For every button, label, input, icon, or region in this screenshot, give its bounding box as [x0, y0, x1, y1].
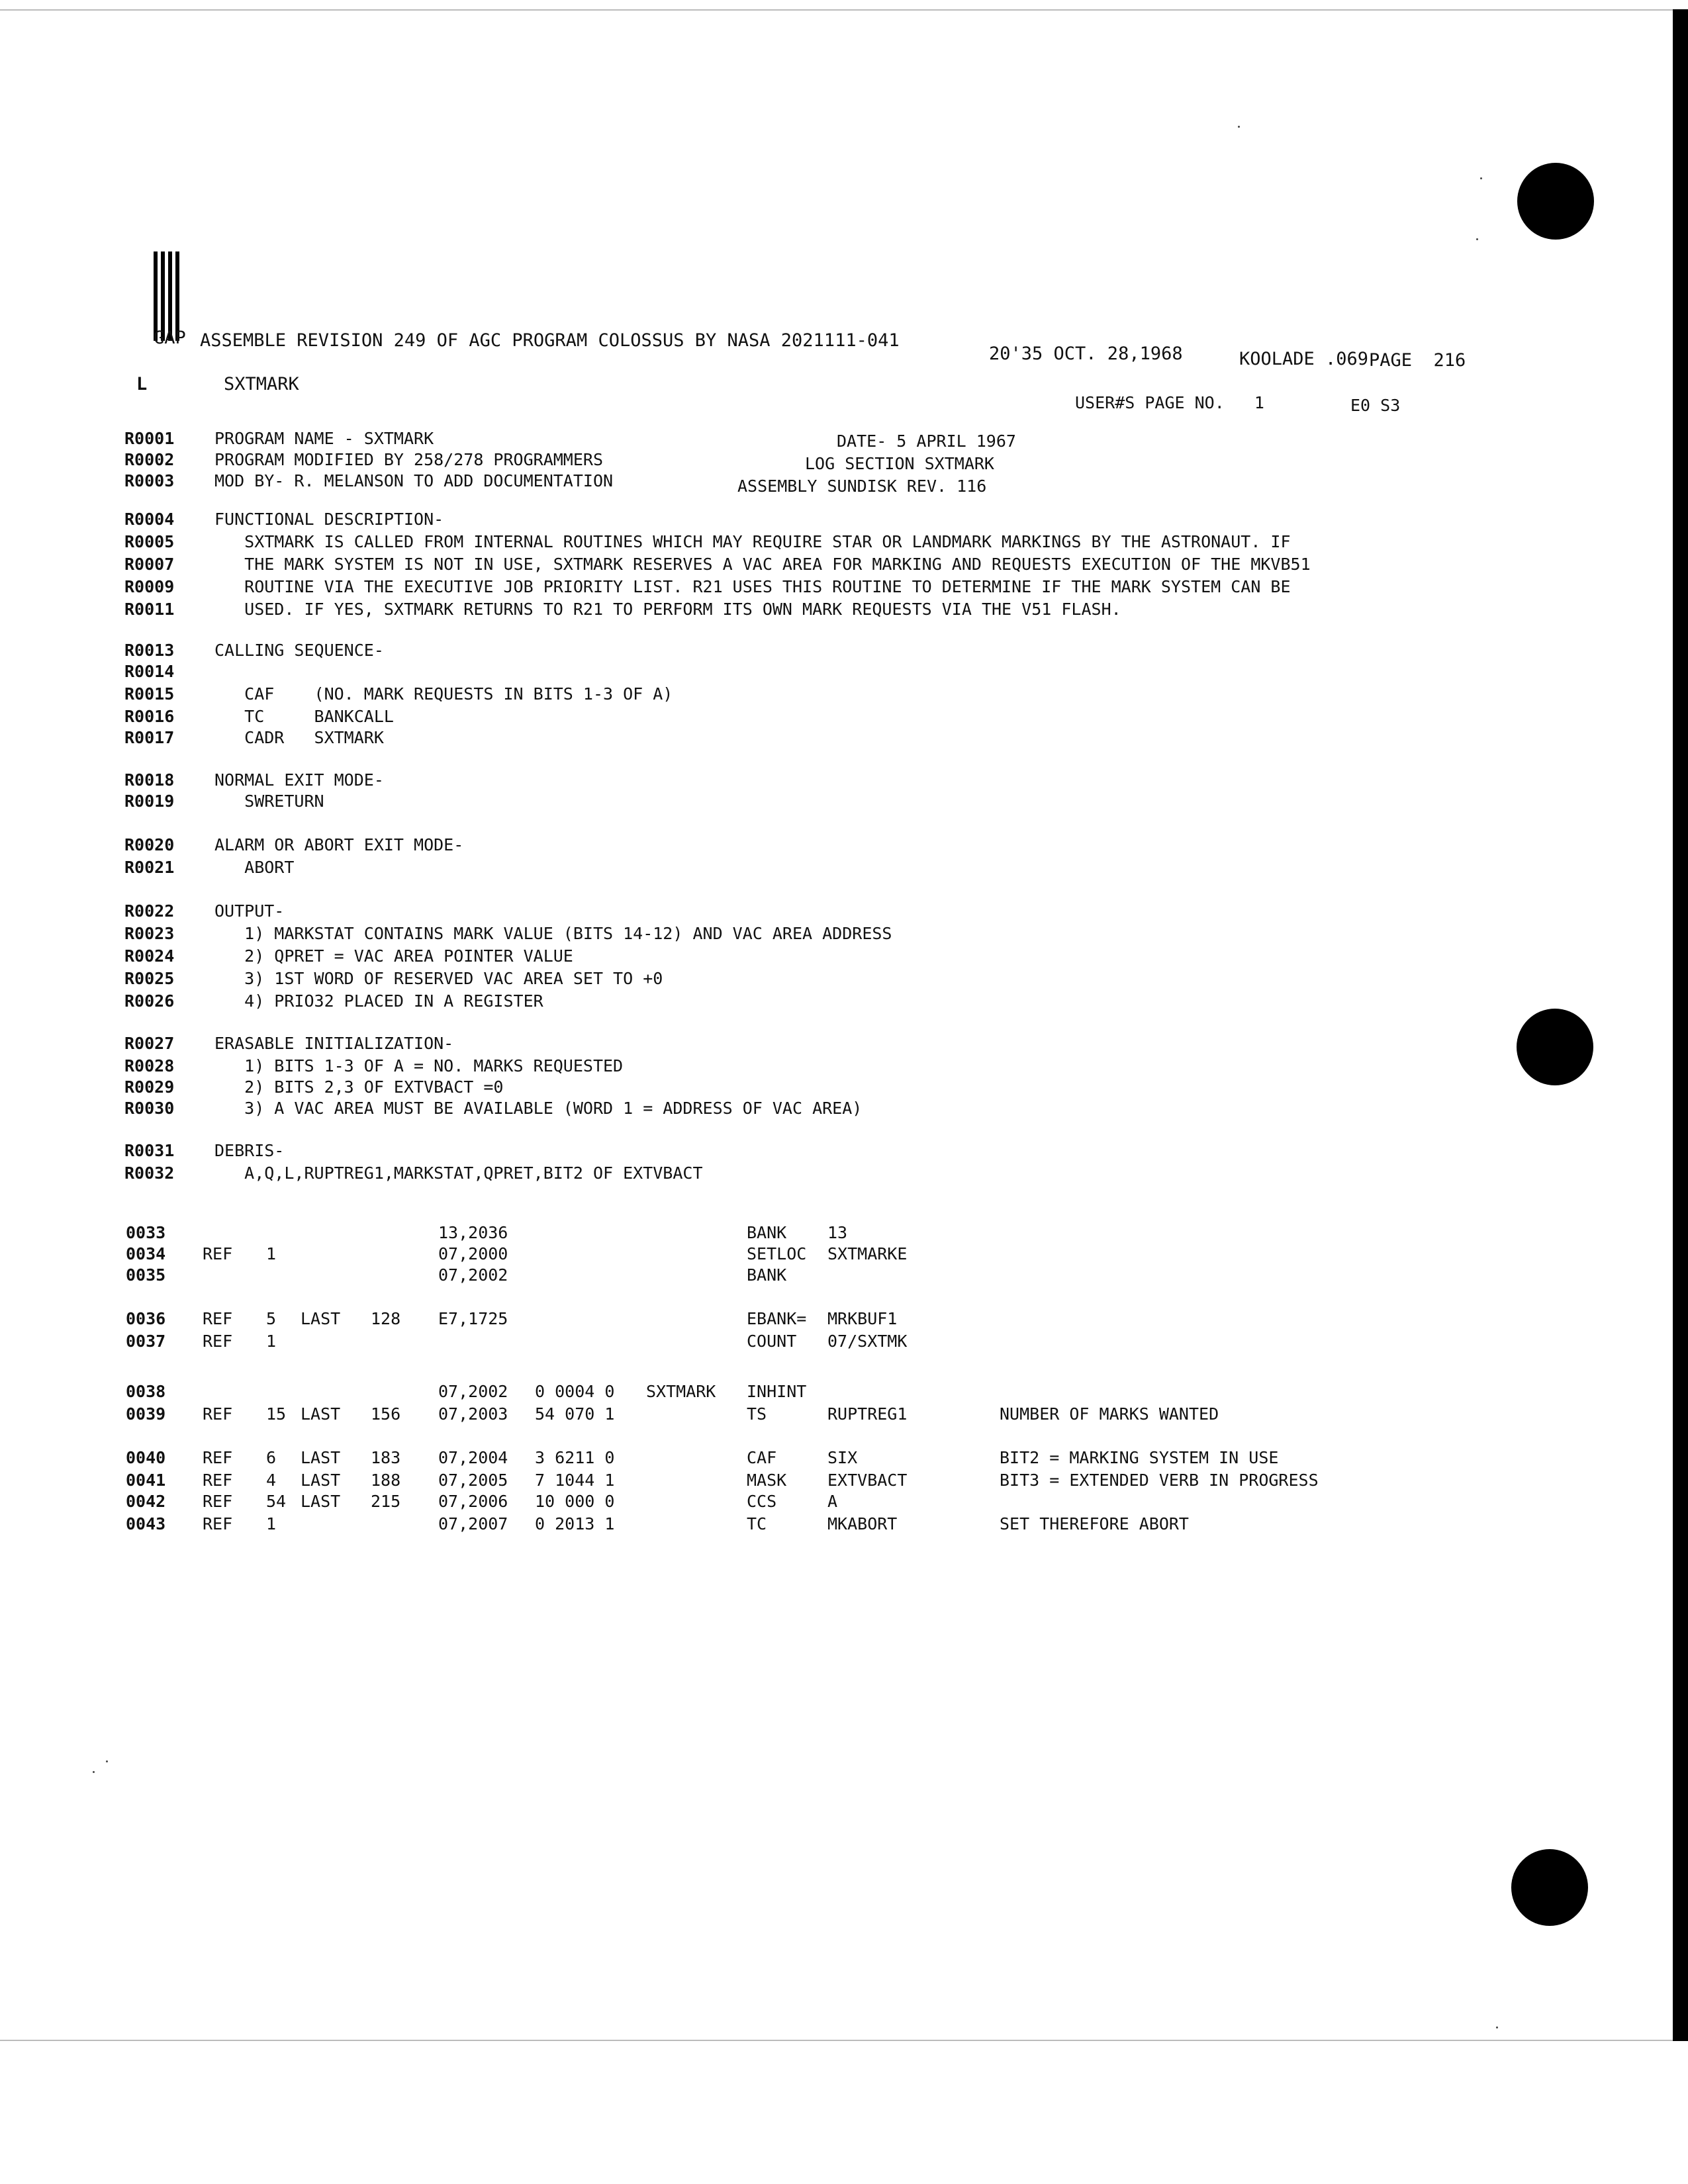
code-label: SXTMARK — [646, 1382, 716, 1401]
line-number: R0020 — [124, 835, 175, 854]
address: E7,1725 — [438, 1309, 508, 1328]
ref-count: 1 — [266, 1514, 277, 1533]
line-number: R0016 — [124, 707, 175, 726]
code-comment: NUMBER OF MARKS WANTED — [1000, 1404, 1219, 1424]
last-page: 188 — [371, 1471, 401, 1490]
line-number: R0001 — [124, 429, 175, 448]
last-page: 128 — [371, 1309, 401, 1328]
description-text: 2) QPRET = VAC AREA POINTER VALUE — [214, 946, 573, 966]
speck — [93, 1771, 95, 1773]
line-number: R0019 — [124, 792, 175, 811]
description-text: OUTPUT- — [214, 901, 285, 921]
address: 07,2005 — [438, 1471, 508, 1490]
description-text: 3) 1ST WORD OF RESERVED VAC AREA SET TO +0 — [214, 969, 663, 988]
description-text: 2) BITS 2,3 OF EXTVBACT =0 — [214, 1077, 504, 1097]
speck — [1476, 238, 1478, 240]
description-text: ALARM OR ABORT EXIT MODE- — [214, 835, 464, 854]
address: 07,2007 — [438, 1514, 508, 1533]
code-comment: BIT2 = MARKING SYSTEM IN USE — [1000, 1448, 1279, 1467]
last-keyword: LAST — [301, 1404, 341, 1424]
code-line-number: 0038 — [126, 1382, 166, 1401]
line-number: R0013 — [124, 641, 175, 660]
address: 07,2002 — [438, 1382, 508, 1401]
opcode: CAF — [747, 1448, 777, 1467]
line-number: R0002 — [124, 450, 175, 469]
description-text: 1) BITS 1-3 OF A = NO. MARKS REQUESTED — [214, 1056, 624, 1075]
description-text: ROUTINE VIA THE EXECUTIVE JOB PRIORITY LIST. R21 USES THIS ROUTINE TO DETERMINE IF THE MARK SYSTEM CAN BE — [214, 577, 1291, 596]
code-line-number: 0036 — [126, 1309, 166, 1328]
speck — [1496, 2026, 1498, 2028]
code-line-number: 0035 — [126, 1265, 166, 1285]
line-number: R0024 — [124, 946, 175, 966]
octal-word: 10 000 0 — [535, 1492, 615, 1511]
eo-code: E0 S3 — [1350, 396, 1401, 415]
code-line-number: 0040 — [126, 1448, 166, 1467]
opcode: INHINT — [747, 1382, 807, 1401]
opcode: MASK — [747, 1471, 787, 1490]
octal-word: 3 6211 0 — [535, 1448, 615, 1467]
last-page: 156 — [371, 1404, 401, 1424]
last-keyword: LAST — [301, 1492, 341, 1511]
description-text: PROGRAM NAME - SXTMARK — [214, 429, 434, 448]
line-number: R0014 — [124, 662, 175, 681]
description-text: THE MARK SYSTEM IS NOT IN USE, SXTMARK RESERVES A VAC AREA FOR MARKING AND REQUESTS EXECUTION OF THE MKVB51 — [214, 555, 1311, 574]
octal-word: 0 0004 0 — [535, 1382, 615, 1401]
date-note: DATE- 5 APRIL 1967 — [837, 432, 1016, 451]
operand: RUPTREG1 — [827, 1404, 908, 1424]
last-keyword: LAST — [301, 1471, 341, 1490]
ref-keyword: REF — [203, 1309, 233, 1328]
scan-top-edge — [0, 9, 1688, 11]
code-line-number: 0041 — [126, 1471, 166, 1490]
description-text: CADR SXTMARK — [214, 728, 384, 747]
ref-count: 1 — [266, 1332, 277, 1351]
ref-keyword: REF — [203, 1471, 233, 1490]
line-number: R0003 — [124, 471, 175, 490]
line-number: R0028 — [124, 1056, 175, 1075]
line-number: R0005 — [124, 532, 175, 551]
line-number: R0009 — [124, 577, 175, 596]
line-number: R0027 — [124, 1034, 175, 1053]
operand: SIX — [827, 1448, 858, 1467]
code-line-number: 0037 — [126, 1332, 166, 1351]
ref-count: 5 — [266, 1309, 277, 1328]
code-line-number: 0034 — [126, 1244, 166, 1263]
line-number: R0015 — [124, 684, 175, 704]
users-page-number: USER#S PAGE NO. 1 — [1075, 393, 1264, 412]
line-number: R0025 — [124, 969, 175, 988]
operand: MKABORT — [827, 1514, 898, 1533]
ref-keyword: REF — [203, 1332, 233, 1351]
code-line-number: 0042 — [126, 1492, 166, 1511]
octal-word: 0 2013 1 — [535, 1514, 615, 1533]
opcode: BANK — [747, 1265, 787, 1285]
description-text: CALLING SEQUENCE- — [214, 641, 384, 660]
document-title: ASSEMBLE REVISION 249 OF AGC PROGRAM COLOSSUS BY NASA 2021111-041 — [200, 330, 900, 351]
timestamp: 20'35 OCT. 28,1968 — [989, 343, 1183, 364]
operand: EXTVBACT — [827, 1471, 908, 1490]
ref-keyword: REF — [203, 1244, 233, 1263]
description-text: CAF (NO. MARK REQUESTS IN BITS 1-3 OF A) — [214, 684, 673, 704]
line-number: R0017 — [124, 728, 175, 747]
code-comment: BIT3 = EXTENDED VERB IN PROGRESS — [1000, 1471, 1319, 1490]
address: 13,2036 — [438, 1223, 508, 1242]
address: 07,2003 — [438, 1404, 508, 1424]
operand: A — [827, 1492, 838, 1511]
operand: SXTMARKE — [827, 1244, 908, 1263]
corner-label: GAP — [154, 328, 186, 348]
opcode: TS — [747, 1404, 767, 1424]
line-number: R0031 — [124, 1141, 175, 1160]
ref-keyword: REF — [203, 1404, 233, 1424]
punch-hole-bottom — [1511, 1849, 1588, 1926]
opcode: SETLOC — [747, 1244, 807, 1263]
description-text: FUNCTIONAL DESCRIPTION- — [214, 510, 444, 529]
ref-keyword: REF — [203, 1448, 233, 1467]
description-text: NORMAL EXIT MODE- — [214, 770, 384, 790]
page-number: PAGE 216 — [1369, 350, 1466, 371]
code-line-number: 0033 — [126, 1223, 166, 1242]
punch-hole-top — [1517, 163, 1594, 240]
line-number: R0030 — [124, 1099, 175, 1118]
line-number: R0018 — [124, 770, 175, 790]
last-keyword: LAST — [301, 1309, 341, 1328]
opcode: BANK — [747, 1223, 787, 1242]
speck — [106, 1760, 108, 1762]
line-number: R0032 — [124, 1163, 175, 1183]
address: 07,2006 — [438, 1492, 508, 1511]
operand: 13 — [827, 1223, 848, 1242]
line-number: R0004 — [124, 510, 175, 529]
scan-bottom-edge — [0, 2040, 1673, 2041]
line-number: R0026 — [124, 991, 175, 1011]
scan-right-border — [1673, 9, 1688, 2041]
last-keyword: LAST — [301, 1448, 341, 1467]
description-text: A,Q,L,RUPTREG1,MARKSTAT,QPRET,BIT2 OF EXTVBACT — [214, 1163, 703, 1183]
description-text: USED. IF YES, SXTMARK RETURNS TO R21 TO PERFORM ITS OWN MARK REQUESTS VIA THE V51 FLASH. — [214, 600, 1121, 619]
description-text: ABORT — [214, 858, 295, 877]
section-name: SXTMARK — [224, 374, 299, 394]
line-number: R0007 — [124, 555, 175, 574]
octal-word: 7 1044 1 — [535, 1471, 615, 1490]
last-page: 183 — [371, 1448, 401, 1467]
ref-count: 54 — [266, 1492, 287, 1511]
address: 07,2004 — [438, 1448, 508, 1467]
section-letter: L — [136, 374, 148, 394]
description-text: SWRETURN — [214, 792, 324, 811]
ref-keyword: REF — [203, 1514, 233, 1533]
code-line-number: 0039 — [126, 1404, 166, 1424]
last-page: 215 — [371, 1492, 401, 1511]
address: 07,2002 — [438, 1265, 508, 1285]
opcode: CCS — [747, 1492, 777, 1511]
speck — [1480, 177, 1482, 179]
description-text: TC BANKCALL — [214, 707, 394, 726]
koolade-version: KOOLADE .069 — [1239, 349, 1369, 369]
opcode: COUNT — [747, 1332, 797, 1351]
ref-keyword: REF — [203, 1492, 233, 1511]
operand: MRKBUF1 — [827, 1309, 898, 1328]
line-number: R0011 — [124, 600, 175, 619]
ref-count: 15 — [266, 1404, 287, 1424]
octal-word: 54 070 1 — [535, 1404, 615, 1424]
description-text: PROGRAM MODIFIED BY 258/278 PROGRAMMERS — [214, 450, 603, 469]
operand: 07/SXTMK — [827, 1332, 908, 1351]
punch-hole-middle — [1517, 1009, 1593, 1085]
code-comment: SET THEREFORE ABORT — [1000, 1514, 1189, 1533]
address: 07,2000 — [438, 1244, 508, 1263]
line-number: R0022 — [124, 901, 175, 921]
description-text: 3) A VAC AREA MUST BE AVAILABLE (WORD 1 = ADDRESS OF VAC AREA) — [214, 1099, 863, 1118]
ref-count: 4 — [266, 1471, 277, 1490]
description-text: SXTMARK IS CALLED FROM INTERNAL ROUTINES WHICH MAY REQUIRE STAR OR LANDMARK MARKINGS BY THE ASTRONAUT. IF — [214, 532, 1291, 551]
opcode: EBANK= — [747, 1309, 807, 1328]
speck — [1238, 126, 1240, 128]
description-text: MOD BY- R. MELANSON TO ADD DOCUMENTATION — [214, 471, 614, 490]
line-number: R0029 — [124, 1077, 175, 1097]
description-text: 1) MARKSTAT CONTAINS MARK VALUE (BITS 14-12) AND VAC AREA ADDRESS — [214, 924, 892, 943]
ref-count: 6 — [266, 1448, 277, 1467]
log-section-note: LOG SECTION SXTMARK — [805, 454, 994, 473]
description-text: 4) PRIO32 PLACED IN A REGISTER — [214, 991, 543, 1011]
ref-count: 1 — [266, 1244, 277, 1263]
line-number: R0021 — [124, 858, 175, 877]
line-number: R0023 — [124, 924, 175, 943]
description-text: ERASABLE INITIALIZATION- — [214, 1034, 454, 1053]
opcode: TC — [747, 1514, 767, 1533]
assembly-note: ASSEMBLY SUNDISK REV. 116 — [737, 477, 987, 496]
description-text: DEBRIS- — [214, 1141, 285, 1160]
code-line-number: 0043 — [126, 1514, 166, 1533]
